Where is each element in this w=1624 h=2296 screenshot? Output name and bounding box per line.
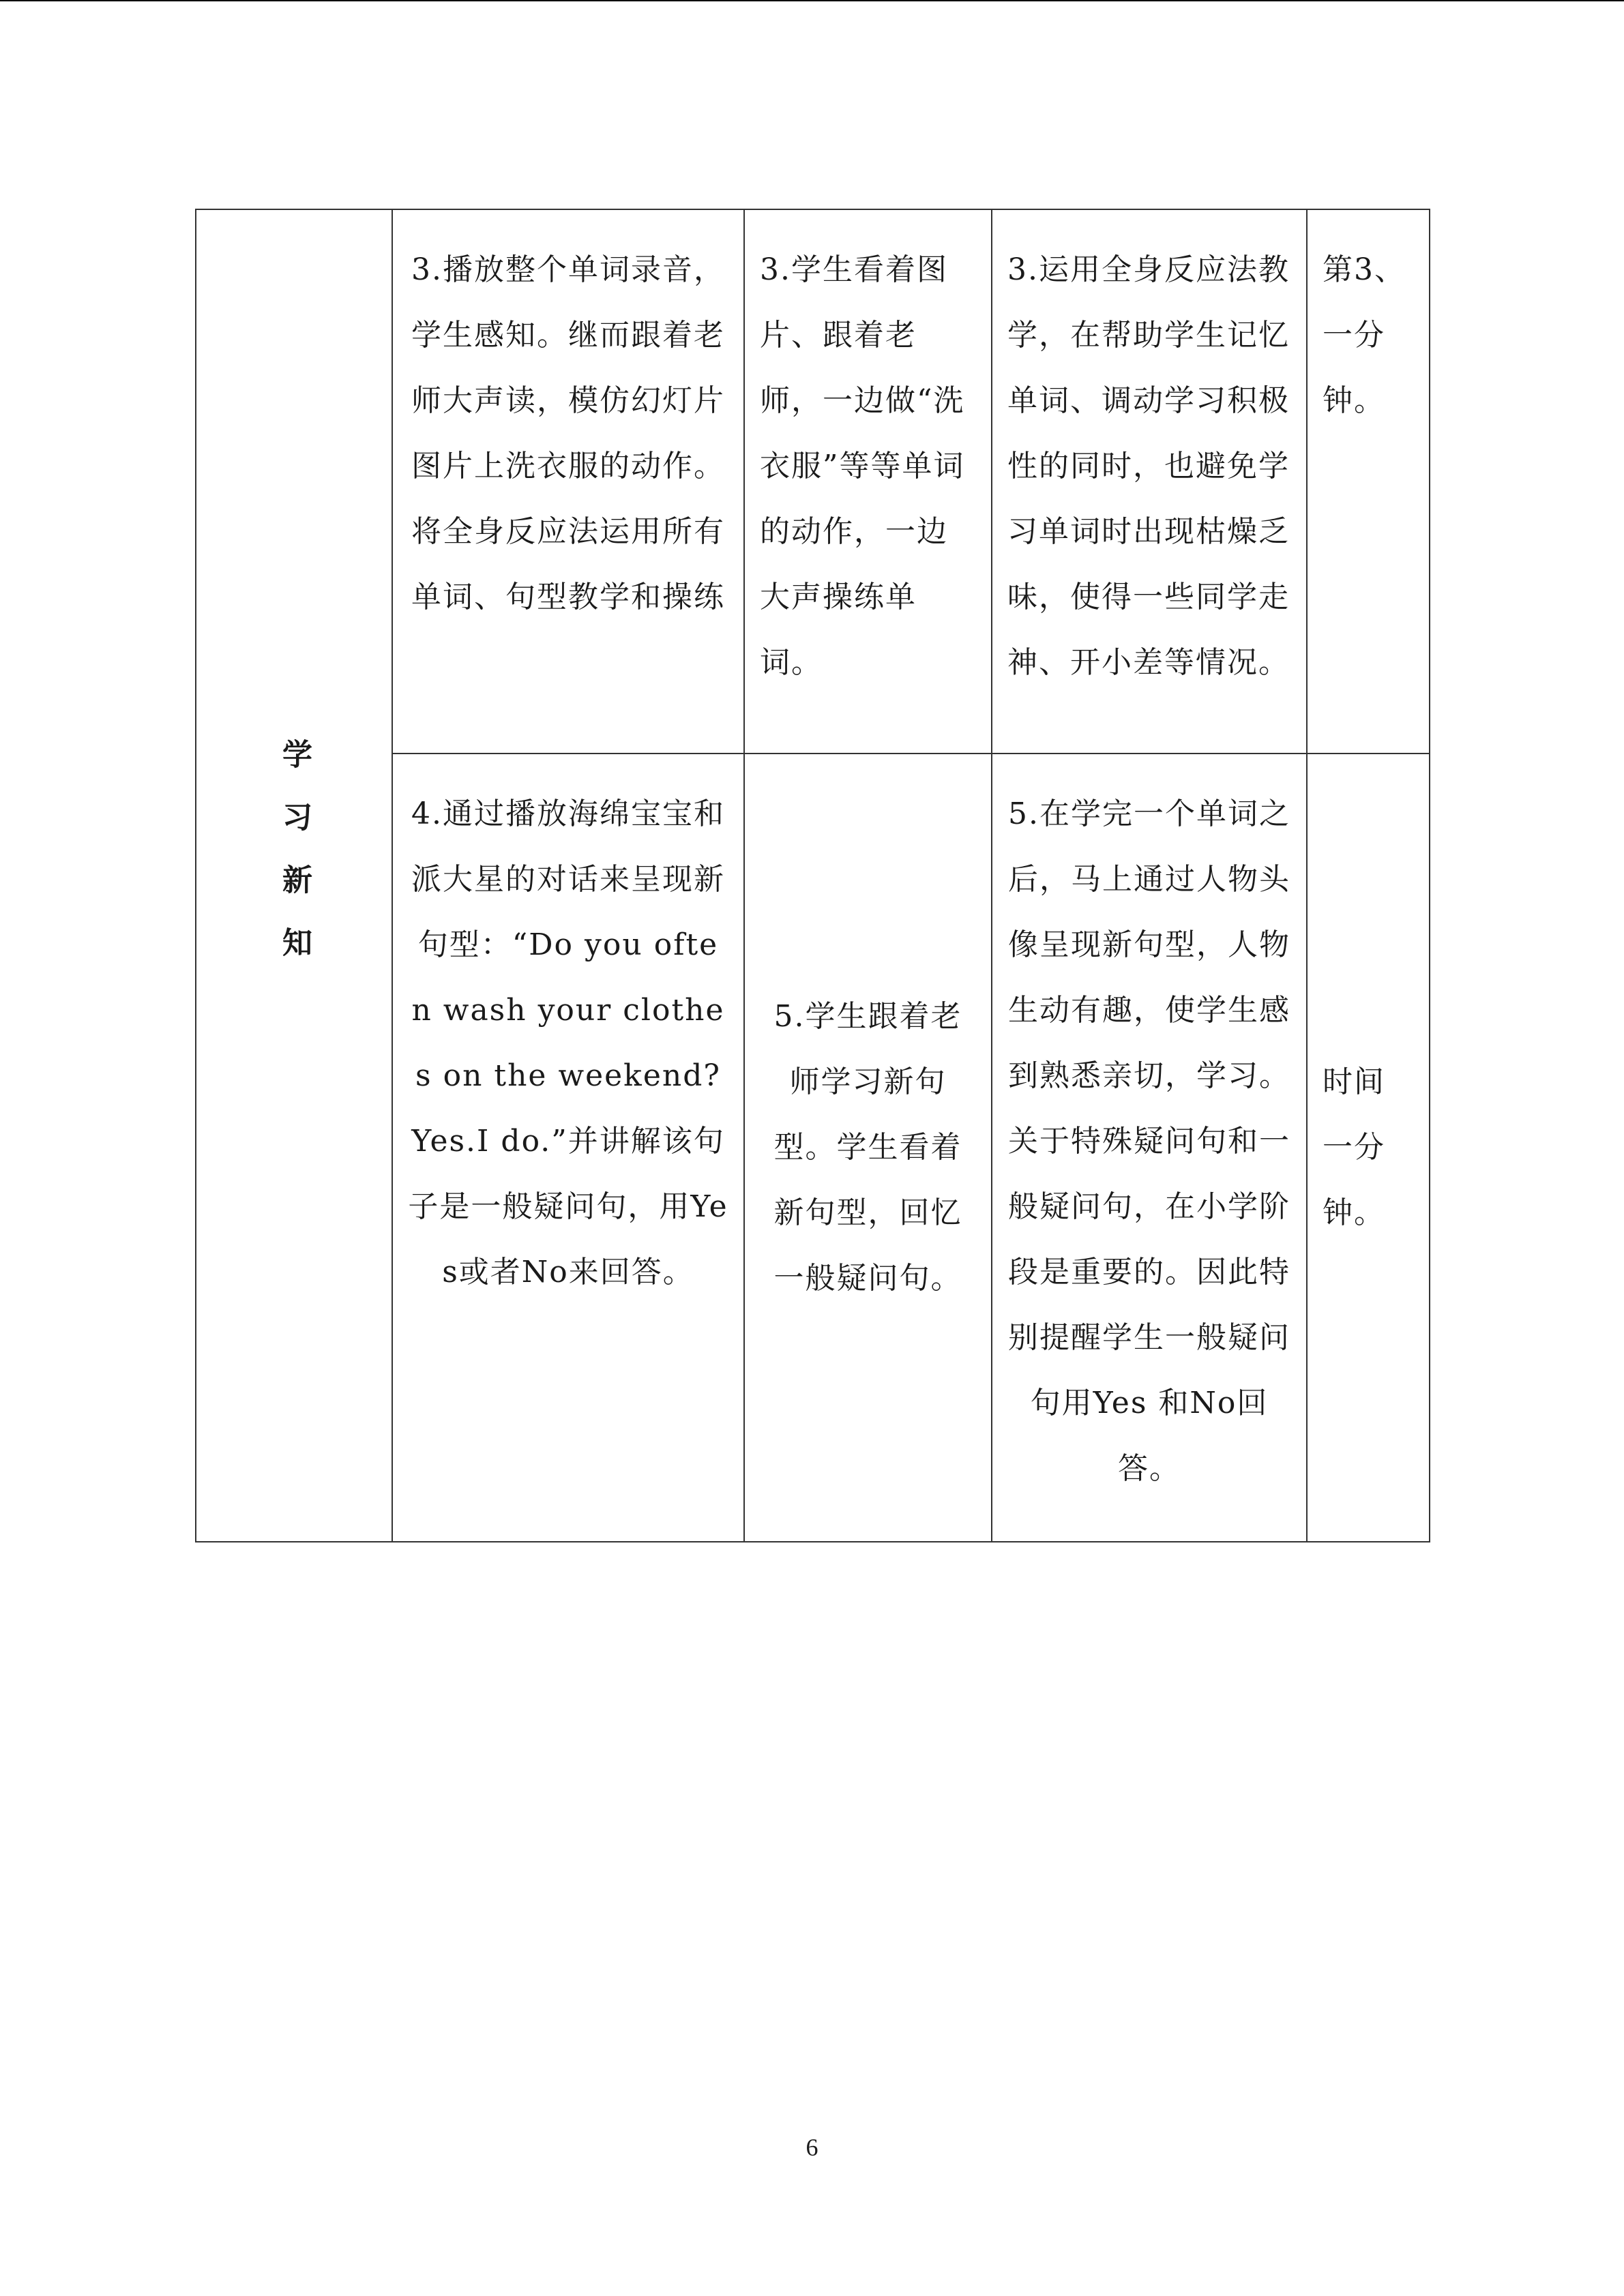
table-row [196, 209, 1430, 754]
section-label: 学习新知 [277, 739, 312, 989]
design-intent-cell: 5.在学完一个单词之后，马上通过人物头像呈现新句型，人物生动有趣，使学生感到熟悉亲切，学习。关于特殊疑问句和一般疑问句，在小学阶段是重要的。因此特别提醒学生一般疑问句用Yes 和No回答。 [992, 754, 1307, 1542]
teacher-activity-cell: 4.通过播放海绵宝宝和派大星的对话来呈现新句型：“Do you often wash your clothes on the weekend? Yes.I do.”并讲解该句子是一般疑问句，用Yes或者No来回答。 [392, 754, 744, 1542]
student-activity-cell: 3.学生看着图片、跟着老师，一边做“洗衣服”等等单词的动作，一边大声操练单词。 [744, 209, 992, 754]
time-cell: 第3、一分钟。 [1307, 209, 1430, 754]
design-intent-cell: 3.运用全身反应法教学，在帮助学生记忆单词、调动学习积极性的同时，也避免学习单词时出现枯燥乏味，使得一些同学走神、开小差等情况。 [992, 209, 1307, 754]
section-cell [196, 209, 392, 1542]
student-activity-cell: 5.学生跟着老师学习新句型。学生看着新句型，回忆一般疑问句。 [744, 754, 992, 1542]
time-cell: 时间一分钟。 [1307, 754, 1430, 1542]
page-number: 6 [806, 2134, 818, 2161]
page-top-rule [0, 0, 1624, 1]
teacher-activity-cell: 3.播放整个单词录音，学生感知。继而跟着老师大声读，模仿幻灯片图片上洗衣服的动作。将全身反应法运用所有单词、句型教学和操练 [392, 209, 744, 754]
lesson-plan-table [195, 209, 1430, 1542]
